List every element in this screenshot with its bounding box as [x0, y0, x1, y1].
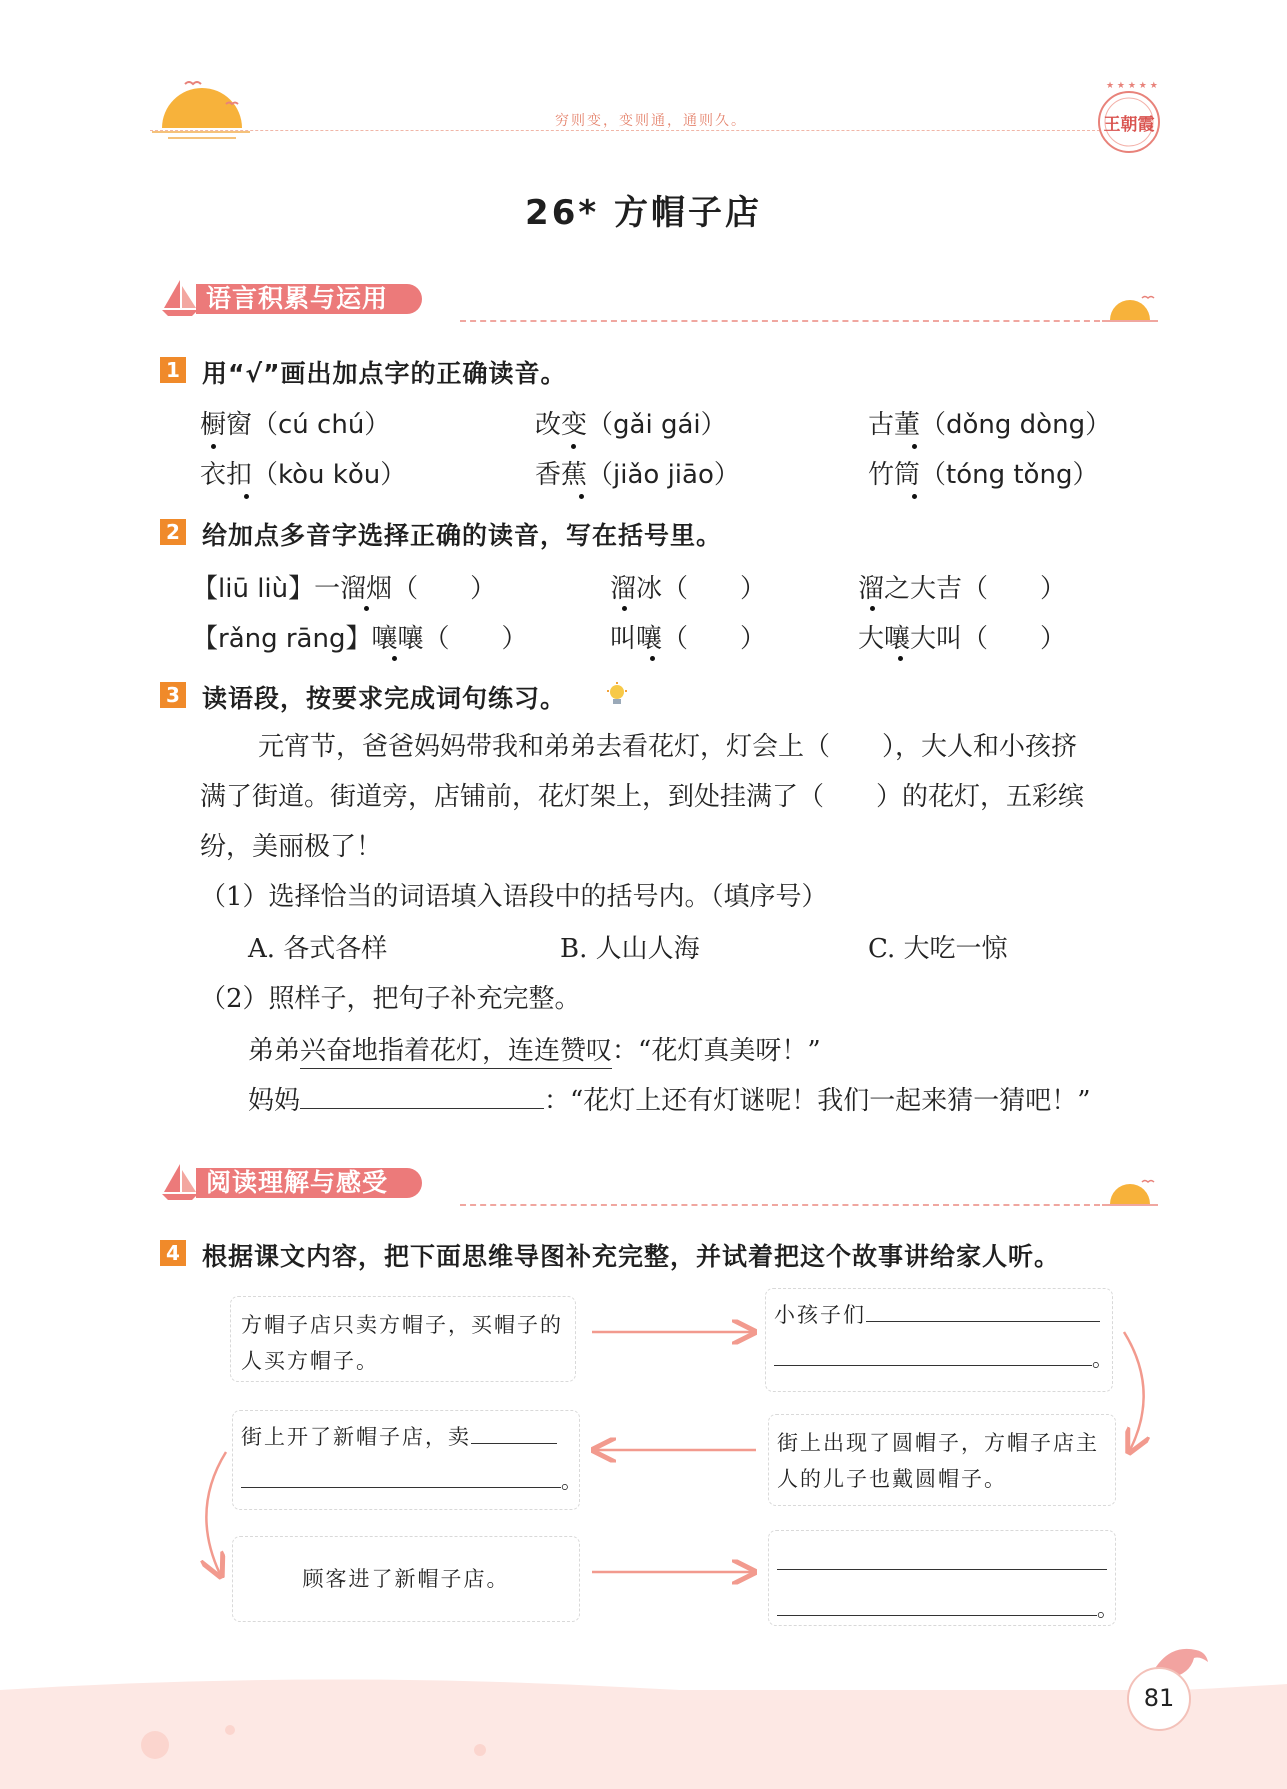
page-title: 26* 方帽子店: [525, 193, 762, 233]
passage-line: 纷，美丽极了！: [200, 832, 383, 862]
section-title: 语言积累与运用: [196, 284, 422, 314]
options: （tóng tǒng）: [920, 460, 1099, 490]
passage-line: 元宵节，爸爸妈妈带我和弟弟去看花灯，灯会上（ ），大人和小孩挤: [258, 732, 1078, 762]
sub-question-1: （1）选择恰当的词语填入语段中的括号内。（填序号）: [200, 882, 828, 912]
word: 衣扣: [200, 460, 253, 490]
question-1-text: 用“√”画出加点字的正确读音。: [202, 359, 567, 388]
question-number-2: 2: [160, 519, 186, 545]
option-b: B. 人山人海: [560, 934, 700, 964]
word: 改变: [535, 410, 588, 440]
example-quote: ：“花灯真美呀！”: [612, 1036, 821, 1066]
box-text: 方帽子店只卖方帽子，买帽子的人买方帽子。: [241, 1313, 563, 1373]
box-end: 。: [1097, 1597, 1120, 1621]
word: 橱窗: [200, 410, 253, 440]
passage-line: 满了街道。街道旁，店铺前，花灯架上，到处挂满了（ ）的花灯，五彩缤: [200, 782, 1085, 812]
arrow-curve-down-icon: [1124, 1332, 1144, 1450]
word: 一溜烟（ ）: [314, 574, 497, 604]
pinyin-choice: 【liū liù】: [192, 574, 315, 604]
box-text: 街上开了新帽子店，卖: [241, 1425, 471, 1449]
options: （jiǎo jiāo）: [587, 460, 740, 490]
question-number-3: 3: [160, 682, 186, 708]
sub-question-2: （2）照样子，把句子补充完整。: [200, 984, 581, 1014]
box-text: 顾客进了新帽子店。: [302, 1567, 510, 1591]
answer-quote: ：“花灯上还有灯谜呢！我们一起来猜一猜吧！”: [544, 1086, 1091, 1116]
answer-subject: 妈妈: [248, 1086, 301, 1116]
q2-row-2-w2: 叫嚷（ ）: [610, 624, 767, 654]
arrow-curve-down-left-icon: [206, 1452, 226, 1574]
options: （cú chú）: [252, 410, 391, 440]
word: 古董: [868, 410, 921, 440]
option-c: C. 大吃一惊: [868, 934, 1008, 964]
box-text: 小孩子们: [774, 1303, 866, 1327]
motto: 穷则变，变则通，通则久。: [555, 113, 747, 129]
box-end: 。: [561, 1469, 584, 1493]
option-a: A. 各式各样: [248, 934, 388, 964]
question-number-1: 1: [160, 357, 186, 383]
word: 嚷嚷（ ）: [371, 624, 528, 654]
word: 竹筒: [868, 460, 921, 490]
example-underlined: 兴奋地指着花灯，连连赞叹: [300, 1034, 612, 1069]
options: （dǒng dòng）: [920, 410, 1112, 440]
options: （kòu kǒu）: [252, 460, 407, 490]
svg-text:★ ★ ★ ★ ★: ★ ★ ★ ★ ★: [1106, 81, 1158, 91]
question-4-text: 根据课文内容，把下面思维导图补充完整，并试着把这个故事讲给家人听。: [202, 1242, 1061, 1271]
q2-row-1-w3: 溜之大吉（ ）: [858, 574, 1067, 604]
example-subject: 弟弟: [248, 1036, 301, 1066]
word: 香蕉: [535, 460, 588, 490]
pinyin-choice: 【rǎng rāng】: [192, 624, 372, 654]
box-text: 街上出现了圆帽子，方帽子店主人的儿子也戴圆帽子。: [777, 1431, 1099, 1491]
page-number: 81: [1127, 1667, 1191, 1731]
question-3-text: 读语段，按要求完成词句练习。: [202, 684, 567, 713]
box-end: 。: [1092, 1347, 1115, 1371]
seal-text: 王朝霞: [1103, 115, 1155, 135]
footer-background: [0, 1690, 1287, 1789]
q2-row-1-w2: 溜冰（ ）: [610, 574, 767, 604]
q2-row-2-w3: 大嚷大叫（ ）: [858, 624, 1067, 654]
section-title: 阅读理解与感受: [196, 1168, 422, 1198]
options: （gǎi gái）: [587, 410, 727, 440]
question-number-4: 4: [160, 1240, 186, 1266]
question-2-text: 给加点多音字选择正确的读音，写在括号里。: [202, 521, 723, 550]
